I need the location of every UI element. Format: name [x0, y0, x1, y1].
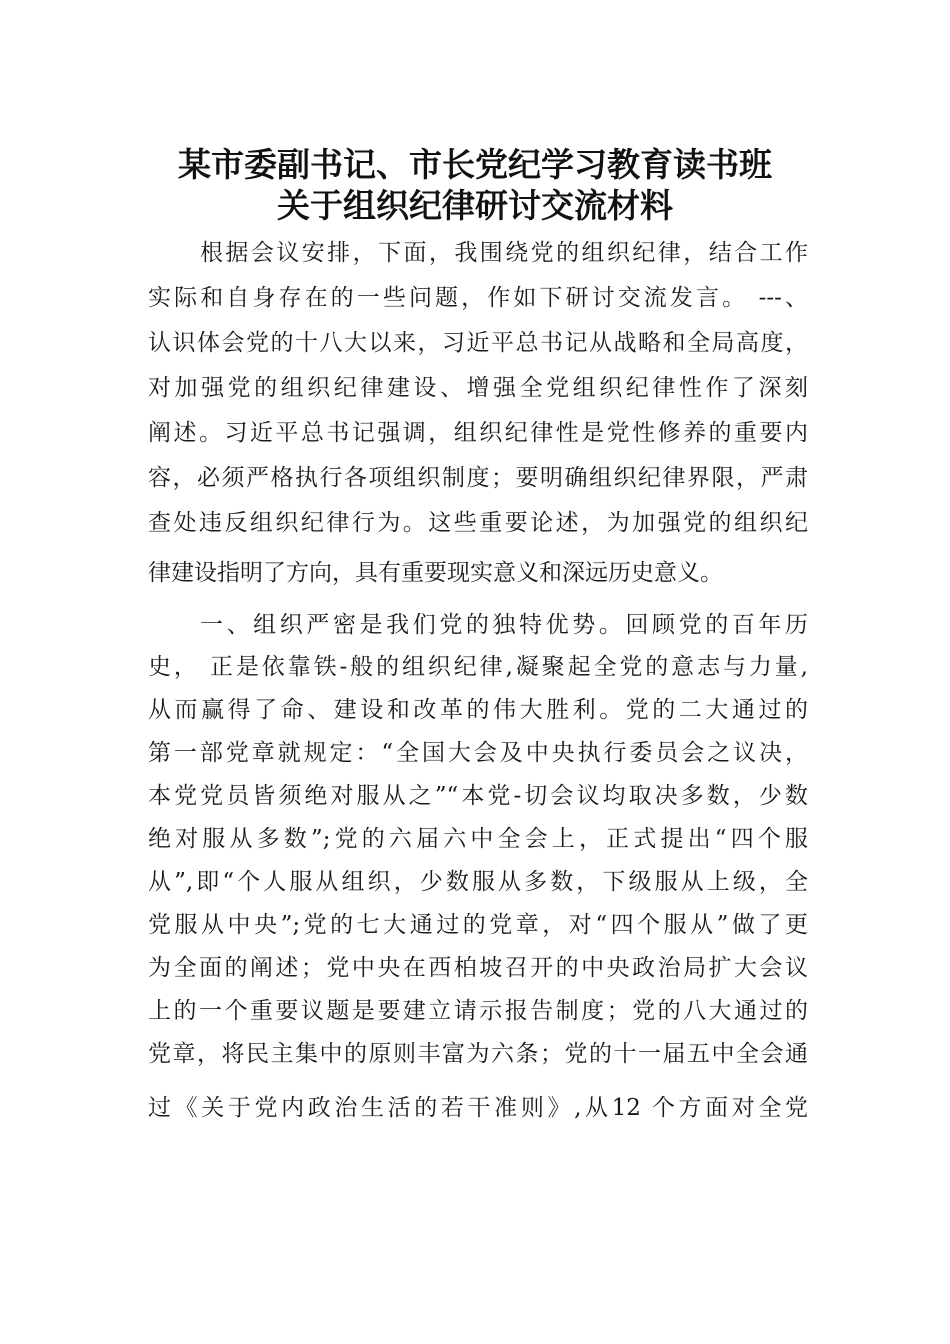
body-text-line: 一、组织严密是我们党的独特优势。回顾党的百年历	[200, 612, 808, 638]
body-text-line: 从”,即“个人服从组织，少数服从多数，下级服从上级，全	[148, 869, 808, 895]
body-text-line: 第一部党章就规定：“全国大会及中央执行委员会之议决，	[148, 740, 808, 766]
document-title-line-2: 关于组织纪律研讨交流材料	[277, 186, 673, 225]
body-text-line: 对加强党的组织纪律建设、增强全党组织纪律性作了深刻	[148, 375, 808, 401]
document-title-line-1: 某市委副书记、市长党纪学习教育读书班	[178, 145, 772, 184]
body-text-line: 过《关于党内政治生活的若干准则》,从12 个方面对全党	[148, 1095, 808, 1121]
body-text-line: 从而赢得了命、建设和改革的伟大胜利。党的二大通过的	[148, 697, 808, 723]
body-text-line: 查处违反组织纪律行为。这些重要论述，为加强党的组织纪	[148, 510, 808, 536]
body-text-line: 史， 正是依靠铁-般的组织纪律,凝聚起全党的意志与力量,	[148, 654, 808, 680]
body-text-line: 本党党员皆须绝对服从之”“本党-切会议均取决多数，少数	[148, 783, 808, 809]
body-text-line: 上的一个重要议题是要建立请示报告制度；党的八大通过的	[148, 998, 808, 1024]
body-text-line: 阐述。习近平总书记强调，组织纪律性是党性修养的重要内	[148, 420, 808, 446]
body-text-line: 根据会议安排，下面，我围绕党的组织纪律，结合工作	[200, 240, 808, 266]
body-text-line: 党服从中央”;党的七大通过的党章，对“四个服从”做了更	[148, 912, 808, 938]
body-text-line: 容，必须严格执行各项组织制度；要明确组织纪律界限，严肃	[148, 465, 808, 491]
body-text-line: 实际和自身存在的一些问题，作如下研讨交流发言。 ---、	[148, 285, 808, 311]
body-text-line: 绝对服从多数”;党的六届六中全会上，正式提出“四个服	[148, 826, 808, 852]
body-text-line: 律建设指明了方向，具有重要现实意义和深远历史意义。	[148, 560, 723, 586]
body-text-line: 为全面的阐述；党中央在西柏坡召开的中央政治局扩大会议	[148, 955, 808, 981]
body-text-line: 党章，将民主集中的原则丰富为六条；党的十一届五中全会通	[148, 1041, 808, 1067]
body-text-line: 认识体会党的十八大以来，习近平总书记从战略和全局高度，	[148, 330, 808, 356]
